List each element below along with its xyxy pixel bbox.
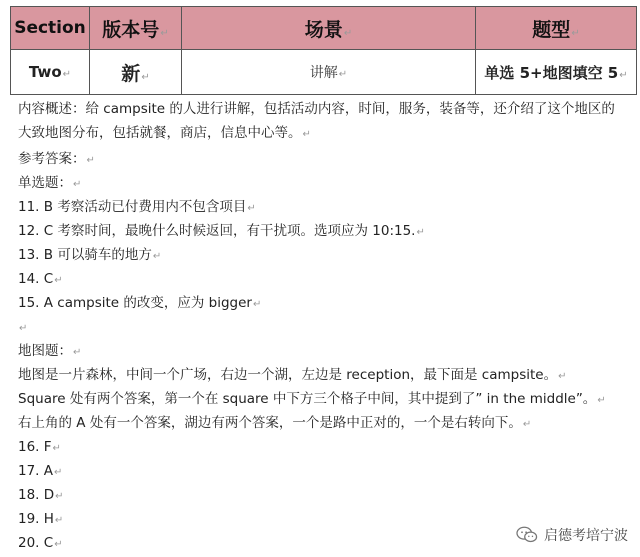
map-heading: 地图题：↵	[18, 343, 82, 359]
wechat-icon	[516, 525, 538, 545]
answer-item: 13. B 可以骑车的地方↵	[18, 247, 162, 263]
summary-paragraph: 内容概述：给 campsite 的人进行讲解，包括活动内容，时间，服务，装备等，还介绍了这个地区的大致地图分布，包括就餐，商店，信息中心等。↵	[18, 101, 615, 141]
cell-section: Two↵	[11, 50, 90, 95]
header-scene: 场景↵	[182, 7, 476, 50]
single-choice-heading: 单选题：↵	[18, 175, 82, 191]
map-answer-item: 17. A↵	[18, 463, 63, 479]
cell-version: 新↵	[90, 50, 182, 95]
answer-heading: 参考答案：↵	[18, 151, 95, 167]
map-description-line: Square 处有两个答案，第一个在 square 中下方三个格子中间，其中提到了” in the middle”。↵	[18, 391, 606, 407]
watermark	[516, 525, 628, 545]
info-table	[10, 6, 637, 95]
map-answer-item: 20. C↵	[18, 535, 63, 551]
watermark-text: 启德考培宁波	[544, 528, 628, 544]
map-description-line: 地图是一片森林，中间一个广场，右边一个湖，左边是 reception，最下面是 campsite。↵	[18, 367, 567, 383]
header-type: 题型↵	[476, 7, 637, 50]
cell-scene: 讲解↵	[182, 50, 476, 95]
map-answer-item: 19. H↵	[18, 511, 64, 527]
table-row	[11, 50, 637, 95]
table-header-row	[11, 7, 637, 50]
answer-item: 15. A campsite 的改变，应为 bigger↵	[18, 295, 262, 311]
answer-item: 12. C 考察时间，最晚什么时候返回，有干扰项。选项应为 10:15.↵	[18, 223, 425, 239]
header-version: 版本号↵	[90, 7, 182, 50]
cell-type: 单选 5+地图填空 5↵	[476, 50, 637, 95]
blank-line: ↵	[19, 323, 28, 334]
map-answer-item: 18. D↵	[18, 487, 64, 503]
map-description-line: 右上角的 A 处有一个答案，湖边有两个答案，一个是路中正对的，一个是右转向下。↵	[18, 415, 532, 431]
header-section: Section	[11, 7, 90, 50]
answer-item: 14. C↵	[18, 271, 63, 287]
answer-item: 11. B 考察活动已付费用内不包含项目↵	[18, 199, 256, 215]
document-body	[18, 97, 628, 555]
map-answer-item: 16. F↵	[18, 439, 61, 455]
